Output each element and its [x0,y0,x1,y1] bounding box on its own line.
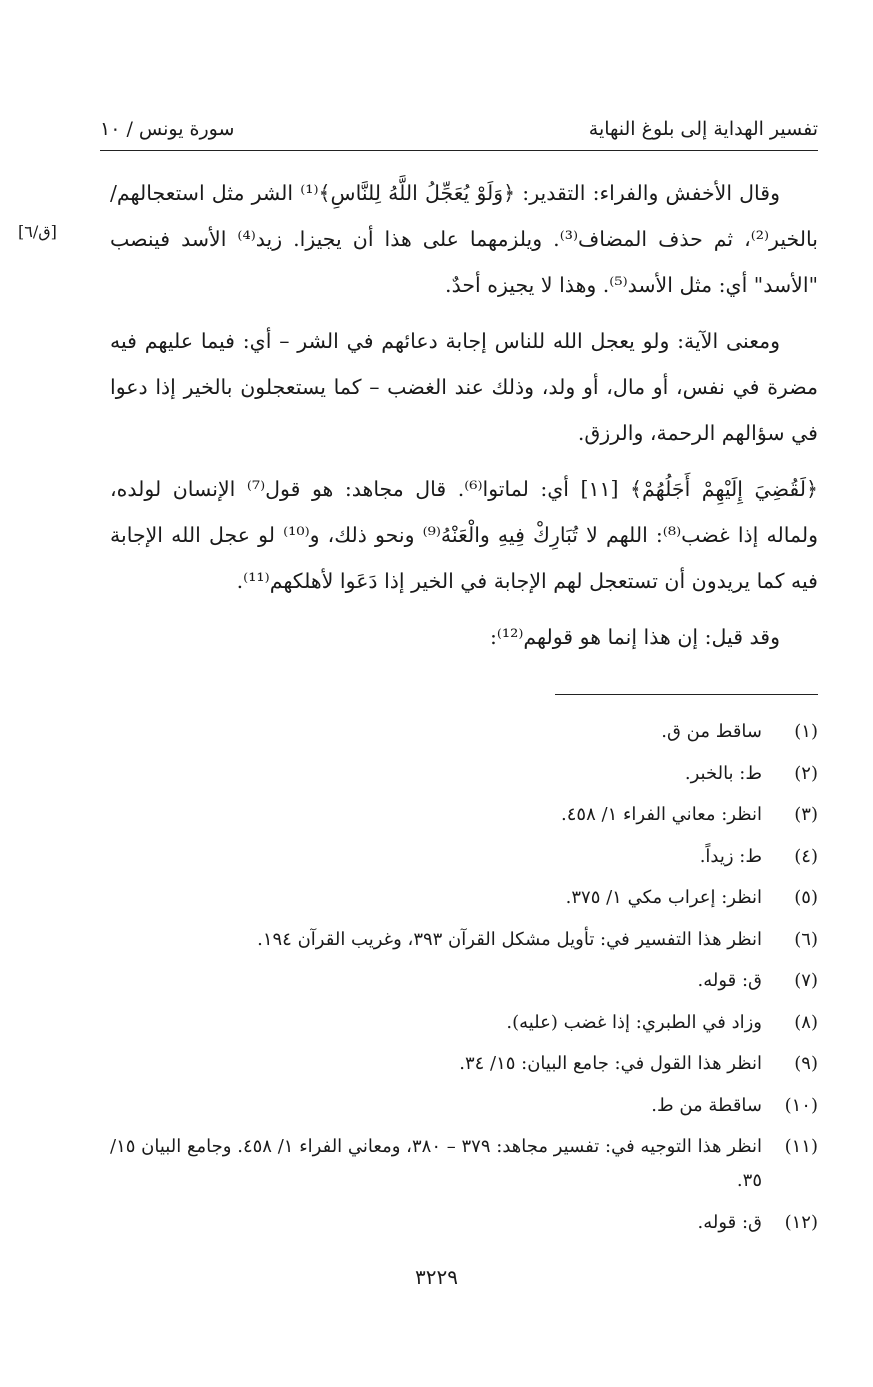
surah-title: سورة يونس / ١٠ [100,118,235,140]
footnotes [110,715,818,1247]
footnote-text: ق: قوله. [697,970,762,991]
footnote-text: انظر هذا التوجيه في: تفسير مجاهد: ٣٧٩ – ٣٨٠، ومعاني الفراء ١/ ٤٥٨. وجامع البيان ١٥/ ٣٥. [110,1136,762,1191]
footnote-text: انظر: معاني الفراء ١/ ٤٥٨. [561,804,762,825]
footnote [110,923,818,957]
main-text [110,170,818,670]
footnote-text: وزاد في الطبري: إذا غضب (عليه). [506,1011,762,1033]
footnote-text: انظر: إعراب مكي ١/ ٣٧٥. [565,887,762,908]
running-header [100,112,818,146]
footnote-text: ط: بالخبر. [684,762,762,784]
footnote [110,757,818,791]
footnote-number: (٢) [794,762,818,784]
footnote-text: ق: قوله. [697,1211,762,1233]
footnote [110,1006,818,1040]
footnote [110,1130,818,1198]
footnote [110,964,818,998]
footnote-text: ساقطة من ط. [651,1094,762,1116]
footnote-number: (٨) [794,1011,818,1033]
footnote-text: انظر هذا القول في: جامع البيان: ١٥/ ٣٤. [459,1053,762,1074]
footnote-divider [555,694,818,695]
footnote-number: (١١) [784,1136,818,1157]
footnote-number: (١) [794,721,818,742]
footnote-number: (٧) [794,970,818,991]
book-title: تفسير الهداية إلى بلوغ النهاية [588,118,818,140]
paragraph-3: ﴿لَقُضِيَ إِلَيْهِمْ أَجَلُهُمْ﴾ [١١] أي: لماتوا⁽⁶⁾. قال مجاهد: هو قول⁽⁷⁾ الإنسان لولده، ولماله إذا غضب⁽⁸⁾: اللهم لا تُبَارِكْ فِيهِ والْعَنْهُ⁽⁹⁾ ونحو ذلك، و⁽¹⁰⁾ لو عجل الله الإجابة فيه كما يريدون أن تستعجل لهم الإجابة في الخير إذا دَعَوا لأهلكهم⁽¹¹⁾. [110,477,818,593]
manuscript-margin-note: [ق/٦] [18,222,57,241]
footnote-text: انظر هذا التفسير في: تأويل مشكل القرآن ٣٩٣، وغريب القرآن ١٩٤. [257,928,762,950]
footnote-number: (١٢) [784,1211,818,1233]
footnote-number: (٩) [794,1053,818,1074]
footnote-text: ط: زيداً. [699,845,762,867]
footnote [110,1047,818,1081]
footnote-number: (٥) [794,887,818,908]
footnote [110,1206,818,1240]
footnote-number: (٣) [794,804,818,825]
footnote-text: ساقط من ق. [661,721,762,742]
footnote [110,798,818,832]
header-divider [100,150,818,151]
footnote-number: (٦) [794,928,818,950]
page-number: ٣٢٢٩ [415,1265,458,1289]
footnote [110,1089,818,1123]
paragraph-4: وقد قيل: إن هذا إنما هو قولهم⁽¹²⁾: [489,625,780,649]
footnote-number: (٤) [794,845,818,867]
footnote-number: (١٠) [784,1094,818,1116]
paragraph-2: ومعنى الآية: ولو يعجل الله للناس إجابة دعائهم في الشر – أي: فيما عليهم فيه مضرة في نفس، أو مال، أو ولد، وذلك عند الغضب – كما يستعجلون بالخير إذا دعوا في سؤالهم الرحمة، والرزق. [110,329,818,445]
footnote [110,715,818,749]
footnote [110,840,818,874]
footnote [110,881,818,915]
paragraph-1: وقال الأخفش والفراء: التقدير: ﴿وَلَوْ يُعَجِّلُ اللَّهُ لِلنَّاسِ﴾⁽¹⁾ الشر مثل استعجالهم/ بالخير⁽²⁾، ثم حذف المضاف⁽³⁾. ويلزمهما على هذا أن يجيزا. زيد⁽⁴⁾ الأسد فينصب "الأسد" أي: مثل الأسد⁽⁵⁾. وهذا لا يجيزه أحدٌ. [110,181,818,297]
